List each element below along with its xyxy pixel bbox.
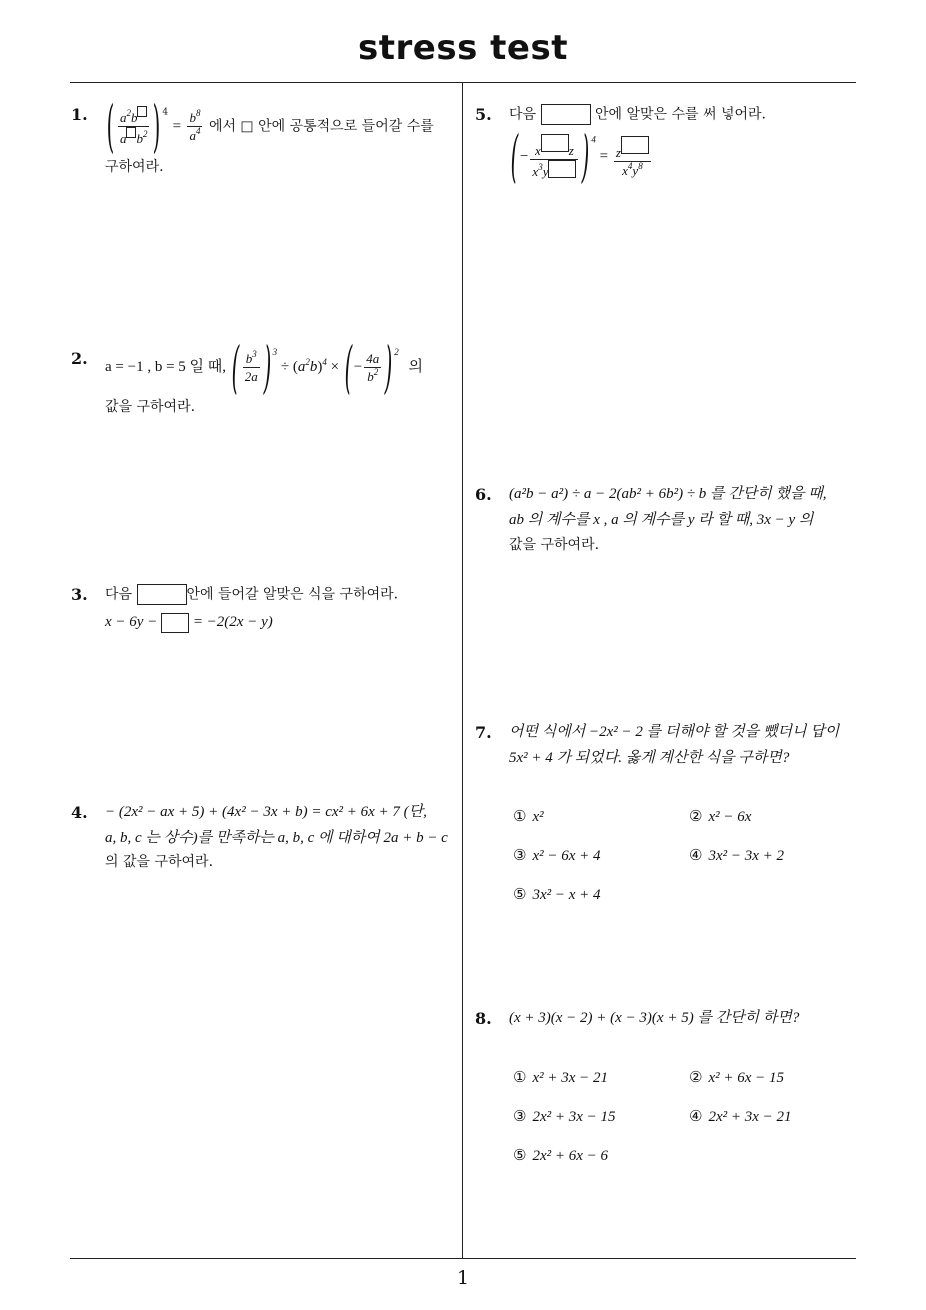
problem-4-text-c: 의 값을 구하여라.: [105, 854, 214, 870]
problem-7-text-a: 어떤 식에서 −2x² − 2 를 더해야 할 것을 뺐더니 답이: [509, 724, 840, 740]
answer-box: [137, 584, 187, 605]
problem-1-text-a: 에서 □ 안에 공통적으로 들어갈 수를: [208, 118, 434, 135]
problem-2-formula: a = −1 , b = 5 일 때, ( $\frac{b^3}{2a}$ ) $^3 \div (a^2b)^4$ × ( − $\frac{4a}{b^2}$ ) $^2$ 의: [105, 334, 423, 401]
problem-3-text-a1: 다음: [105, 586, 133, 603]
choice-option[interactable]: ④ 3x² − 3x + 2: [689, 846, 785, 864]
choice-option[interactable]: ① x² + 3x − 21: [513, 1068, 609, 1086]
problem-number: 1.: [71, 105, 88, 124]
problem-2-tail: 의: [408, 359, 423, 376]
problem-4-text-b: a, b, c 는 상수)를 만족하는 a, b, c 에 대하여 2a + b − c: [105, 830, 448, 846]
choice-option[interactable]: ⑤ 2x² + 6x − 6: [513, 1146, 609, 1164]
problem-1-text-b: 구하여라.: [105, 159, 164, 175]
problem-6-text-a: (a²b − a²) ÷ a − 2(ab² + 6b²) ÷ b 를 간단히 했을 때,: [509, 486, 827, 502]
problem-number: 3.: [71, 585, 88, 604]
problem-number: 7.: [475, 723, 492, 742]
column-divider: [462, 83, 463, 1258]
footer-rule: [70, 1258, 856, 1259]
problem-number: 4.: [71, 803, 88, 822]
problem-6-text-c: 값을 구하여라.: [509, 537, 600, 553]
choice-option[interactable]: ⑤ 3x² − x + 4: [513, 885, 601, 903]
choice-option[interactable]: ② x² + 6x − 15: [689, 1068, 785, 1086]
header-rule: [70, 82, 856, 83]
answer-box: [161, 613, 189, 633]
problem-number: 2.: [71, 349, 88, 368]
problem-3-text-a2: 안에 들어갈 알맞은 식을 구하여라.: [186, 586, 399, 603]
problem-5-formula: ( − $\frac{\text{x z}}{x^3y}$ ) $^4$ = $\frac{z}{x^4y^8}$: [509, 134, 653, 180]
problem-3-eq-left: x − 6y −: [105, 614, 158, 630]
problem-6-text-b: ab 의 계수를 x , a 의 계수를 y 라 할 때, 3x − y 의: [509, 512, 814, 528]
choice-option[interactable]: ④ 2x² + 3x − 21: [689, 1107, 792, 1125]
problem-number: 5.: [475, 105, 492, 124]
choice-option[interactable]: ③ x² − 6x + 4: [513, 846, 601, 864]
problem-4-eq: − (2x² − ax + 5) + (4x² − 3x + b) = cx² + 6x + 7 (단,: [105, 804, 427, 820]
problem-8-text-a: (x + 3)(x − 2) + (x − 3)(x + 5) 를 간단히 하면?: [509, 1010, 800, 1026]
problem-2-condition: a = −1 , b = 5 일 때,: [105, 359, 227, 376]
page-title: stress test: [358, 28, 568, 68]
page-number: 1: [456, 1267, 470, 1289]
problem-3-eq-right: = −2(2x − y): [192, 614, 273, 630]
problem-5-text-a1: 다음: [509, 106, 537, 123]
problem-2-text-b: 값을 구하여라.: [105, 399, 196, 415]
problem-number: 6.: [475, 485, 492, 504]
choice-option[interactable]: ② x² − 6x: [689, 807, 752, 825]
choice-option[interactable]: ③ 2x² + 3x − 15: [513, 1107, 616, 1125]
problem-number: 8.: [475, 1009, 492, 1028]
problem-5-text-a2: 안에 알맞은 수를 써 넣어라.: [594, 106, 766, 123]
problem-7-text-b: 5x² + 4 가 되었다. 옳게 계산한 식을 구하면?: [509, 750, 790, 766]
choice-option[interactable]: ① x²: [513, 807, 544, 825]
problem-1-formula: ( $\frac{a^2b}{a b^2}$ ) $^4$ = $\frac{b^8}{a^4}$ 에서 □ 안에 공통적으로 들어갈 수를: [106, 93, 434, 160]
